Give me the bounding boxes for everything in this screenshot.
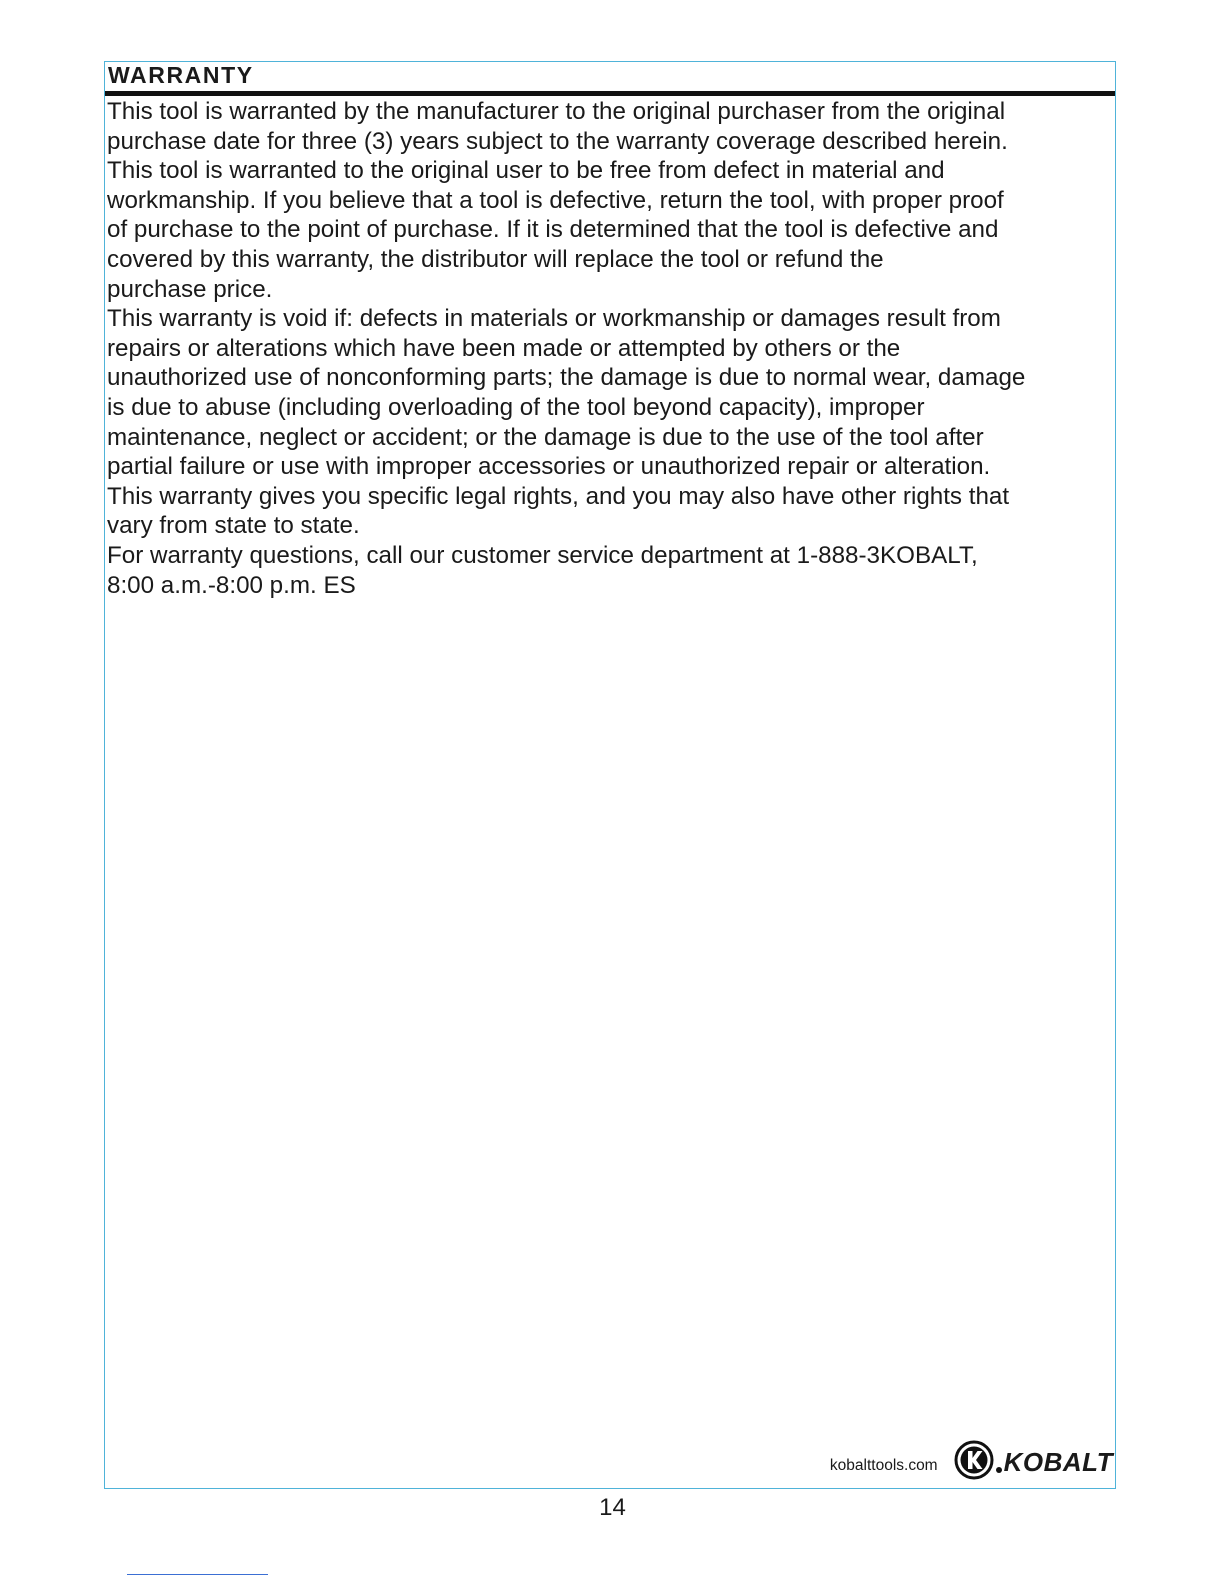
footer-brand xyxy=(830,1438,1113,1482)
brand-logo: KOBALT xyxy=(1003,1446,1113,1477)
text-line: This tool is warranted by the manufacturer to the original purchaser from the original xyxy=(107,98,1006,125)
text-line: For warranty questions, call our customer service department at 1-888-3KOBALT, xyxy=(107,541,978,569)
text-line: covered by this warranty, the distributor will replace the tool or refund the xyxy=(107,245,884,273)
text-line: unauthorized use of nonconforming parts; the damage is due to normal wear, damage xyxy=(107,364,1026,392)
website-link[interactable]: kobalttools.com xyxy=(829,1457,938,1474)
text-line: partial failure or use with improper accessories or unauthorized repair or alteration. xyxy=(107,453,991,481)
text-line: maintenance, neglect or accident; or the damage is due to the use of the tool after xyxy=(107,423,984,451)
text-line: workmanship. If you believe that a tool is defective, return the tool, with proper proof xyxy=(107,186,1004,214)
page-number: 14 xyxy=(599,1494,626,1521)
text-line: This warranty gives you specific legal rights, and you may also have other rights that xyxy=(107,482,1010,510)
text-line: This warranty is void if: defects in materials or workmanship or damages result from xyxy=(107,305,1001,333)
text-line: is due to abuse (including overloading of the tool beyond capacity), improper xyxy=(107,393,925,421)
text-line: vary from state to state. xyxy=(107,512,360,540)
link-underline xyxy=(127,1574,268,1575)
heading-rule xyxy=(105,91,1115,96)
text-line: This tool is warranted to the original user to be free from defect in material and xyxy=(107,157,945,185)
text-line: purchase price. xyxy=(107,275,273,303)
text-line: purchase date for three (3) years subject to the warranty coverage described herein. xyxy=(107,127,1008,155)
page-frame xyxy=(104,61,1116,1489)
text-line: repairs or alterations which have been made or attempted by others or the xyxy=(107,334,901,362)
text-line: 8:00 a.m.-8:00 p.m. ES xyxy=(107,571,356,599)
logo-dot xyxy=(996,1467,1002,1473)
warranty-body xyxy=(107,97,1115,600)
text-line: of purchase to the point of purchase. If it is determined that the tool is defective and xyxy=(107,216,999,244)
kobalt-k-logo-icon xyxy=(954,1440,994,1480)
section-heading: WARRANTY xyxy=(108,62,254,88)
